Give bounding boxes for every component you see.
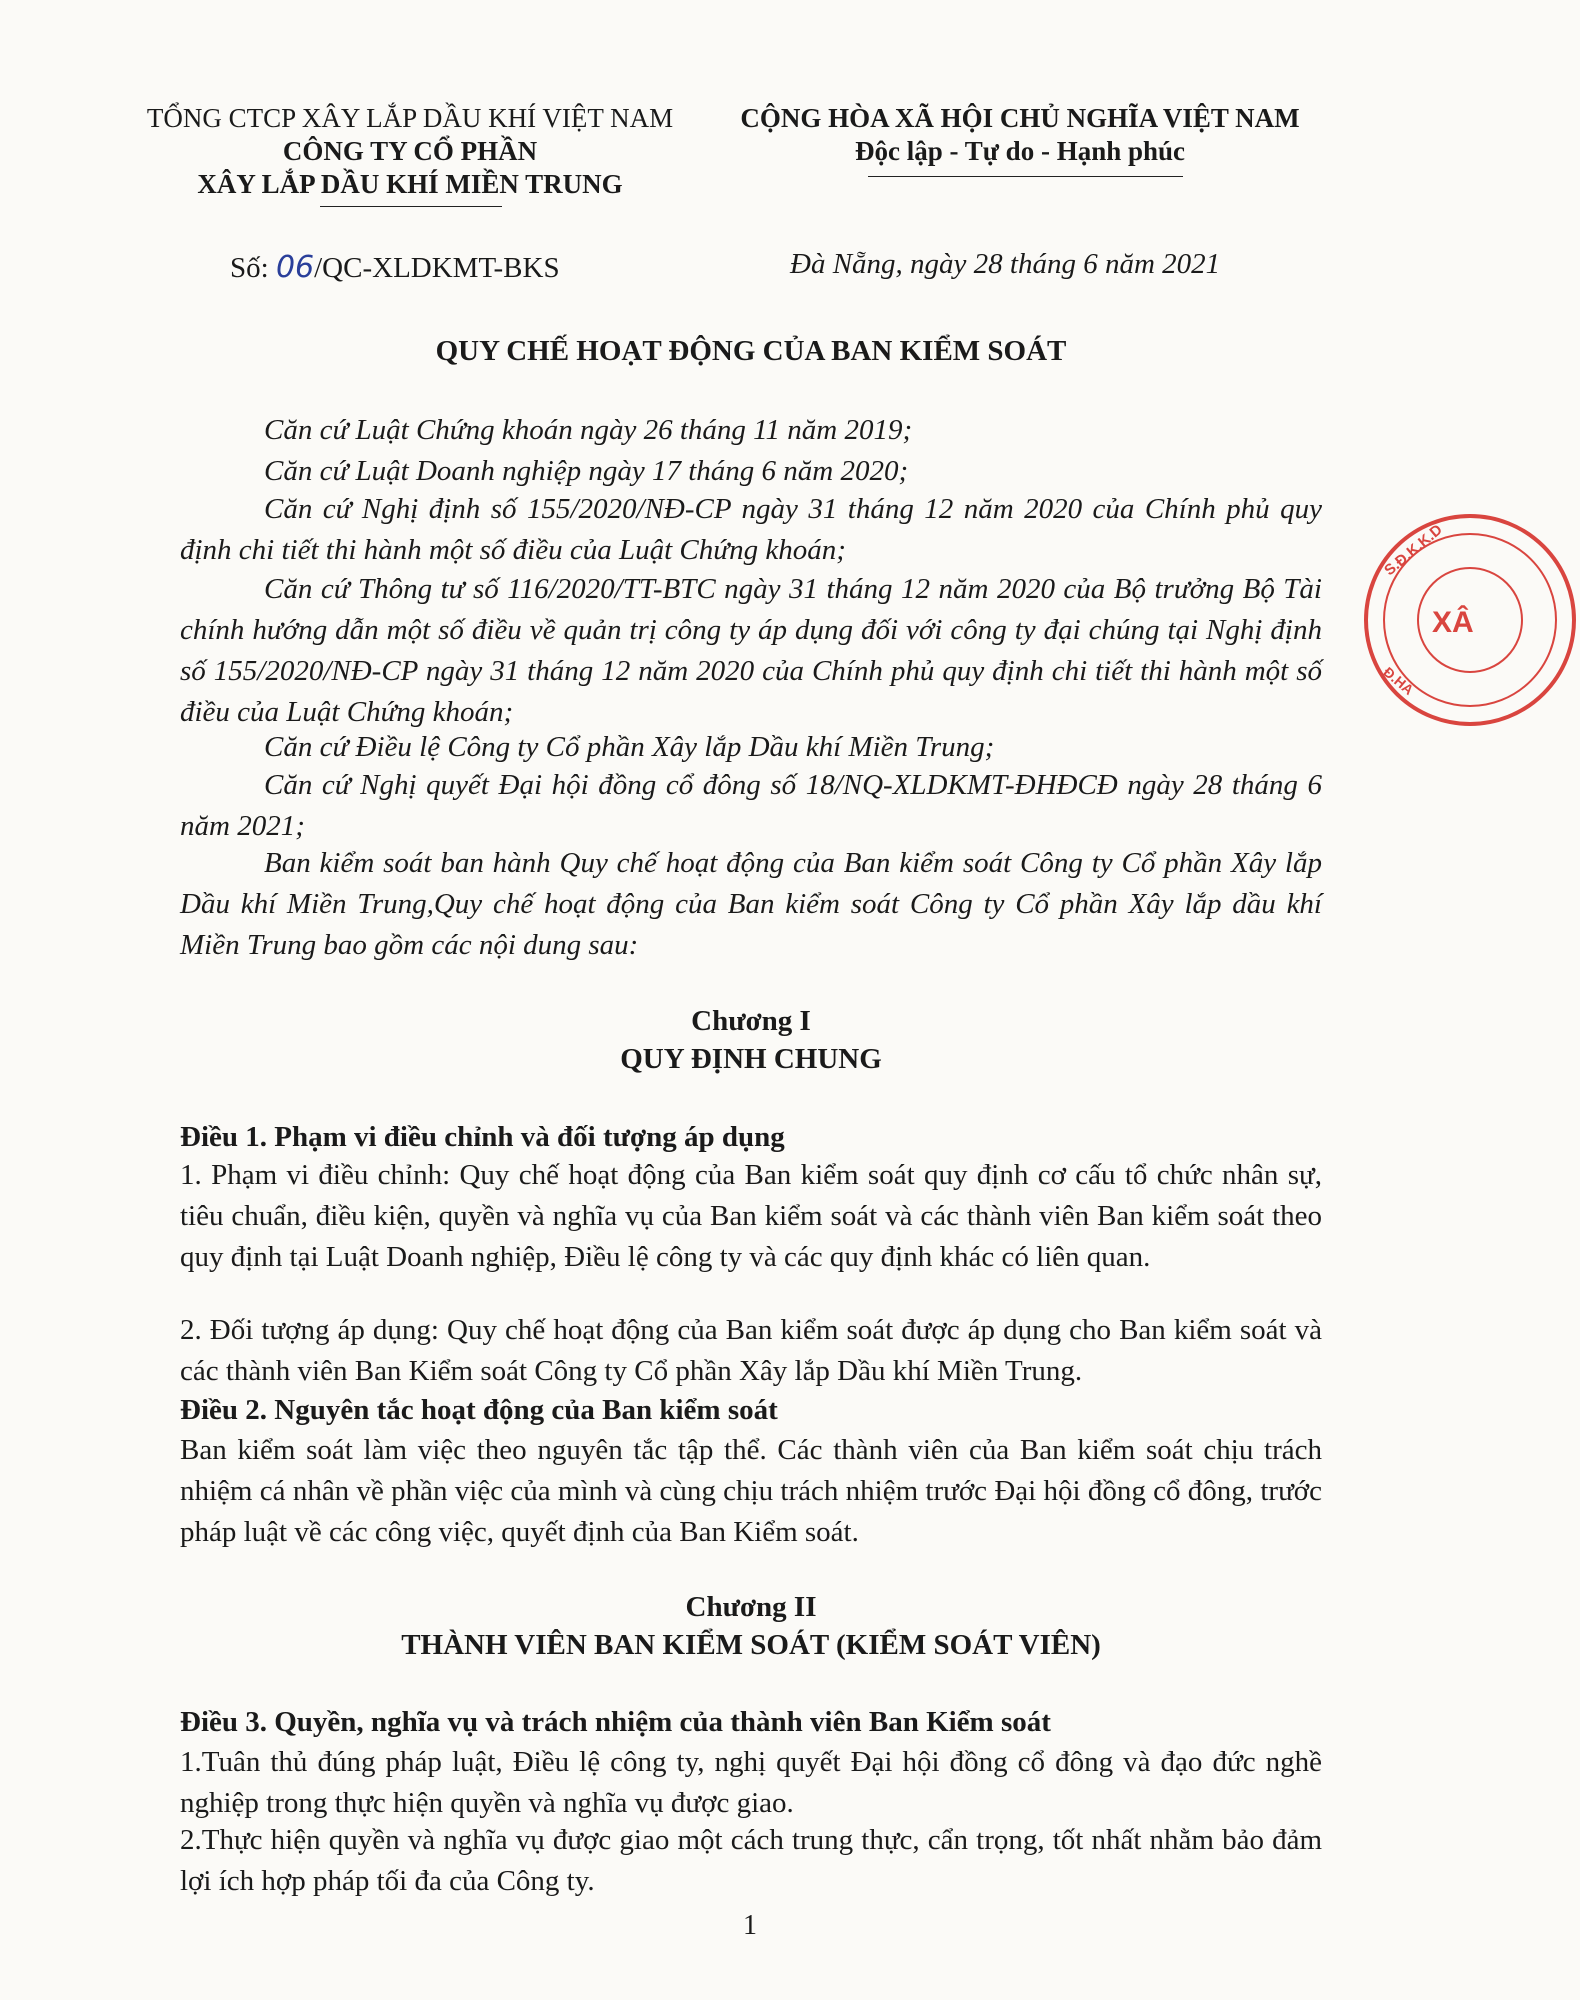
preamble-4: Căn cứ Thông tư số 116/2020/TT-BTC ngày 31 tháng 12 năm 2020 của Bộ trưởng Bộ Tài chính hướng dẫn một số điều về quản trị công ty áp dụng đối với công ty đại chúng tại Nghị định số 155/2020/NĐ-CP ngày 31 tháng 12 năm 2020 của Chính phủ quy định chi tiết thi hành một số điều của Luật Chứng khoán;	[180, 573, 1322, 728]
header-left-rule	[320, 206, 502, 207]
preamble-5: Căn cứ Điều lệ Công ty Cổ phần Xây lắp Dầu khí Miền Trung;	[264, 731, 995, 763]
header-left	[140, 102, 680, 201]
article-1-para-1: 1. Phạm vi điều chỉnh: Quy chế hoạt động của Ban kiểm soát quy định cơ cấu tổ chức nhân sự, tiêu chuẩn, điều kiện, quyền và nghĩa vụ của Ban kiểm soát và các thành viên Ban kiểm soát theo quy định tại Luật Doanh nghiệp, Điều lệ công ty và các quy định khác có liên quan.	[180, 1159, 1322, 1273]
seal-text-bottom: Đ.HA	[1380, 663, 1417, 698]
place-date: Đà Nẵng, ngày 28 tháng 6 năm 2021	[790, 248, 1221, 280]
national-title: CỘNG HÒA XÃ HỘI CHỦ NGHĨA VIỆT NAM	[740, 103, 1300, 133]
chapter-1-heading	[180, 1002, 1322, 1078]
article-3-para-1: 1.Tuân thủ đúng pháp luật, Điều lệ công ty, nghị quyết Đại hội đồng cổ đông và đạo đức nghề nghiệp trong thực hiện quyền và nghĩa vụ được giao.	[180, 1746, 1322, 1819]
article-1-para-2: 2. Đối tượng áp dụng: Quy chế hoạt động của Ban kiểm soát được áp dụng cho Ban kiểm soát và các thành viên Ban Kiểm soát Công ty Cổ phần Xây lắp Dầu khí Miền Trung.	[180, 1314, 1322, 1387]
preamble-1: Căn cứ Luật Chứng khoán ngày 26 tháng 11 năm 2019;	[264, 414, 913, 446]
preamble-3: Căn cứ Nghị định số 155/2020/NĐ-CP ngày 31 tháng 12 năm 2020 của Chính phủ quy định chi tiết thi hành một số điều của Luật Chứng khoán;	[180, 493, 1322, 566]
chapter-2-title: THÀNH VIÊN BAN KIỂM SOÁT (KIỂM SOÁT VIÊN)	[401, 1629, 1101, 1661]
header-right	[720, 102, 1320, 168]
article-1-heading: Điều 1. Phạm vi điều chỉnh và đối tượng áp dụng	[180, 1121, 785, 1153]
preamble-2: Căn cứ Luật Doanh nghiệp ngày 17 tháng 6 năm 2020;	[264, 455, 909, 487]
seal-text-top: S.Đ.K.K.D	[1381, 521, 1446, 580]
seal-text-mid: XÂ	[1432, 606, 1474, 639]
header-right-rule	[868, 176, 1183, 177]
preamble-6: Căn cứ Nghị quyết Đại hội đồng cổ đông số 18/NQ-XLDKMT-ĐHĐCĐ ngày 28 tháng 6 năm 2021;	[180, 769, 1322, 842]
document-number	[230, 250, 560, 285]
chapter-2-heading	[180, 1588, 1322, 1664]
company-seal-icon	[1360, 510, 1580, 730]
doc-number-suffix: /QC-XLDKMT-BKS	[314, 252, 560, 284]
chapter-1-title: QUY ĐỊNH CHUNG	[620, 1043, 882, 1075]
company-line1: CÔNG TY CỔ PHẦN	[282, 136, 538, 166]
article-3-para-2: 2.Thực hiện quyền và nghĩa vụ được giao một cách trung thực, cẩn trọng, tốt nhất nhằm bảo đảm lợi ích hợp pháp tối đa của Công ty.	[180, 1824, 1322, 1897]
handwritten-number: 06	[275, 250, 315, 285]
company-line2: XÂY LẮP DẦU KHÍ MIỀN TRUNG	[197, 169, 623, 199]
doc-number-prefix: Số:	[230, 252, 276, 284]
article-3-heading: Điều 3. Quyền, nghĩa vụ và trách nhiệm của thành viên Ban Kiểm soát	[180, 1706, 1051, 1738]
chapter-2-label: Chương II	[685, 1591, 817, 1623]
article-2-para-1: Ban kiểm soát làm việc theo nguyên tắc tập thể. Các thành viên của Ban kiểm soát chịu trách nhiệm cá nhân về phần việc của mình và cùng chịu trách nhiệm trước Đại hội đồng cổ đông, trước pháp luật về các công việc, quyết định của Ban Kiểm soát.	[180, 1434, 1322, 1548]
preamble-7: Ban kiểm soát ban hành Quy chế hoạt động của Ban kiểm soát Công ty Cổ phần Xây lắp Dầu khí Miền Trung,Quy chế hoạt động của Ban kiểm soát Công ty Cổ phần Xây lắp dầu khí Miền Trung bao gồm các nội dung sau:	[180, 847, 1322, 961]
chapter-1-label: Chương I	[691, 1005, 811, 1037]
article-2-heading: Điều 2. Nguyên tắc hoạt động của Ban kiểm soát	[180, 1394, 778, 1426]
document-title: QUY CHẾ HOẠT ĐỘNG CỦA BAN KIỂM SOÁT	[435, 335, 1067, 367]
page-number: 1	[743, 1910, 757, 1941]
parent-company: TỔNG CTCP XÂY LẮP DẦU KHÍ VIỆT NAM	[146, 103, 674, 133]
national-motto: Độc lập - Tự do - Hạnh phúc	[854, 136, 1186, 166]
